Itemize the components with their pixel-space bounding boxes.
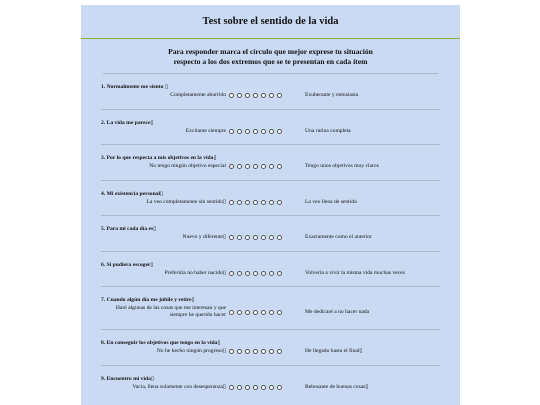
radio-option[interactable]	[245, 93, 250, 98]
question-title: 1. Normalmente me siento ▯	[101, 84, 168, 90]
radio-option[interactable]	[229, 349, 234, 354]
radio-group	[229, 349, 299, 354]
radio-option[interactable]	[229, 385, 234, 390]
radio-option[interactable]	[277, 129, 282, 134]
radio-option[interactable]	[253, 200, 258, 205]
radio-option[interactable]	[261, 200, 266, 205]
radio-option[interactable]	[245, 310, 250, 315]
radio-option[interactable]	[245, 129, 250, 134]
answer-scale-row	[101, 348, 440, 355]
radio-option[interactable]	[269, 385, 274, 390]
answer-scale-row	[101, 234, 440, 241]
scale-right-label: He llegado hasta el final▯	[305, 348, 363, 354]
question-title: 6. Si pudiera escoger▯	[101, 261, 154, 268]
radio-option[interactable]	[277, 271, 282, 276]
radio-option[interactable]	[237, 310, 242, 315]
answer-scale-row	[101, 270, 440, 277]
question-title: 9. Encuentro mi vida▯	[101, 375, 155, 382]
question-title: 5. Para mi cada día es▯	[101, 226, 157, 232]
page-title: Test sobre el sentido de la vida	[81, 5, 460, 39]
scale-left-label: Nuevo y diferente▯	[182, 234, 226, 240]
question-item	[101, 74, 440, 110]
scale-left-label: Haré algunas de las cosas que me interesan y que siempre he querido hacer	[115, 305, 226, 318]
radio-option[interactable]	[237, 200, 242, 205]
scale-right-label: Una rutina completa	[305, 127, 351, 134]
radio-option[interactable]	[253, 385, 258, 390]
radio-option[interactable]	[229, 310, 234, 315]
radio-option[interactable]	[269, 310, 274, 315]
radio-option[interactable]	[253, 271, 258, 276]
radio-option[interactable]	[253, 310, 258, 315]
radio-option[interactable]	[245, 385, 250, 390]
radio-option[interactable]	[261, 349, 266, 354]
radio-option[interactable]	[229, 129, 234, 134]
scale-right-label: Volvería a vivir la misma vida muchas veces	[305, 269, 405, 276]
radio-option[interactable]	[237, 271, 242, 276]
instructions-line-1: Para responder marca el círculo que mejor exprese tu situación	[168, 47, 373, 56]
radio-option[interactable]	[269, 129, 274, 134]
radio-option[interactable]	[229, 93, 234, 98]
radio-group	[229, 129, 299, 134]
radio-option[interactable]	[269, 164, 274, 169]
radio-option[interactable]	[245, 271, 250, 276]
radio-option[interactable]	[253, 164, 258, 169]
question-title: 2. La vida me parece▯	[101, 119, 154, 126]
answer-scale-row	[101, 199, 440, 206]
radio-group	[229, 310, 299, 315]
scale-left-label: Excitante siempre	[185, 127, 226, 134]
question-item	[101, 252, 440, 288]
radio-option[interactable]	[261, 164, 266, 169]
answer-scale-row	[101, 163, 440, 170]
answer-scale-row	[101, 384, 440, 391]
radio-option[interactable]	[269, 349, 274, 354]
radio-option[interactable]	[269, 235, 274, 240]
radio-option[interactable]	[229, 271, 234, 276]
question-item	[101, 145, 440, 181]
radio-option[interactable]	[261, 129, 266, 134]
radio-group	[229, 385, 299, 390]
radio-option[interactable]	[237, 349, 242, 354]
radio-option[interactable]	[277, 93, 282, 98]
radio-option[interactable]	[229, 164, 234, 169]
radio-option[interactable]	[245, 164, 250, 169]
answer-scale-row	[101, 92, 440, 99]
question-item	[101, 216, 440, 252]
radio-option[interactable]	[277, 349, 282, 354]
radio-option[interactable]	[245, 235, 250, 240]
radio-option[interactable]	[261, 235, 266, 240]
question-list	[81, 74, 460, 400]
radio-option[interactable]	[253, 235, 258, 240]
scale-left-label: No he hecho ningún progreso▯	[156, 348, 226, 354]
question-item	[101, 366, 440, 401]
radio-option[interactable]	[245, 349, 250, 354]
scale-left-label: Vacía, llena solamente con desesperanza▯	[132, 383, 226, 390]
radio-option[interactable]	[237, 385, 242, 390]
radio-option[interactable]	[237, 164, 242, 169]
radio-option[interactable]	[277, 385, 282, 390]
radio-option[interactable]	[229, 200, 234, 205]
radio-option[interactable]	[253, 349, 258, 354]
scale-right-label: Tengo unos objetivos muy claros	[305, 163, 379, 169]
question-title: 4. Mi existencia personal▯	[101, 190, 164, 197]
radio-group	[229, 235, 299, 240]
radio-option[interactable]	[269, 271, 274, 276]
radio-option[interactable]	[261, 271, 266, 276]
scale-right-label: Exactamente como el anterior	[305, 234, 372, 240]
radio-option[interactable]	[261, 93, 266, 98]
scale-left-label: Preferiría no haber nacido▯	[164, 269, 226, 276]
scale-right-label: La veo llena de sentido	[305, 198, 357, 205]
scale-left-label: Completamente aburrido	[170, 92, 226, 98]
question-item	[101, 330, 440, 366]
radio-option[interactable]	[277, 310, 282, 315]
radio-option[interactable]	[261, 385, 266, 390]
scale-left-label: No tengo ningún objetivo especial	[149, 163, 226, 169]
radio-option[interactable]	[253, 129, 258, 134]
scale-left-label: La veo completamente sin sentido▯	[146, 198, 226, 205]
radio-option[interactable]	[277, 200, 282, 205]
question-item	[101, 181, 440, 217]
instructions	[103, 47, 438, 74]
scale-right-label: Me dedicaré a no hacer nada	[305, 308, 370, 315]
radio-option[interactable]	[229, 235, 234, 240]
radio-option[interactable]	[237, 129, 242, 134]
question-title: 3. Por lo que respecta a mis objetivos en la vida▯	[101, 155, 217, 161]
radio-option[interactable]	[237, 93, 242, 98]
scale-right-label: Exuberante y entusiasta	[305, 92, 359, 98]
radio-group	[229, 93, 299, 98]
question-title: 8. En conseguir los objetivos que tengo en la vida▯	[101, 340, 221, 346]
radio-option[interactable]	[269, 200, 274, 205]
radio-group	[229, 200, 299, 205]
radio-option[interactable]	[269, 93, 274, 98]
answer-scale-row	[101, 128, 440, 135]
radio-option[interactable]	[261, 310, 266, 315]
radio-option[interactable]	[245, 200, 250, 205]
radio-option[interactable]	[277, 235, 282, 240]
scale-right-label: Rebosante de buenas cosas▯	[305, 383, 369, 390]
question-title: 7. Cuando algún día me jubile y retire▯	[101, 297, 195, 303]
question-item	[101, 110, 440, 146]
radio-group	[229, 164, 299, 169]
instructions-line-2: respecto a los dos extremos que se te presentan en cada ítem	[173, 57, 368, 66]
radio-group	[229, 271, 299, 276]
radio-option[interactable]	[277, 164, 282, 169]
question-item	[101, 287, 440, 330]
radio-option[interactable]	[253, 93, 258, 98]
answer-scale-row	[101, 305, 440, 319]
survey-card	[81, 5, 460, 405]
radio-option[interactable]	[237, 235, 242, 240]
